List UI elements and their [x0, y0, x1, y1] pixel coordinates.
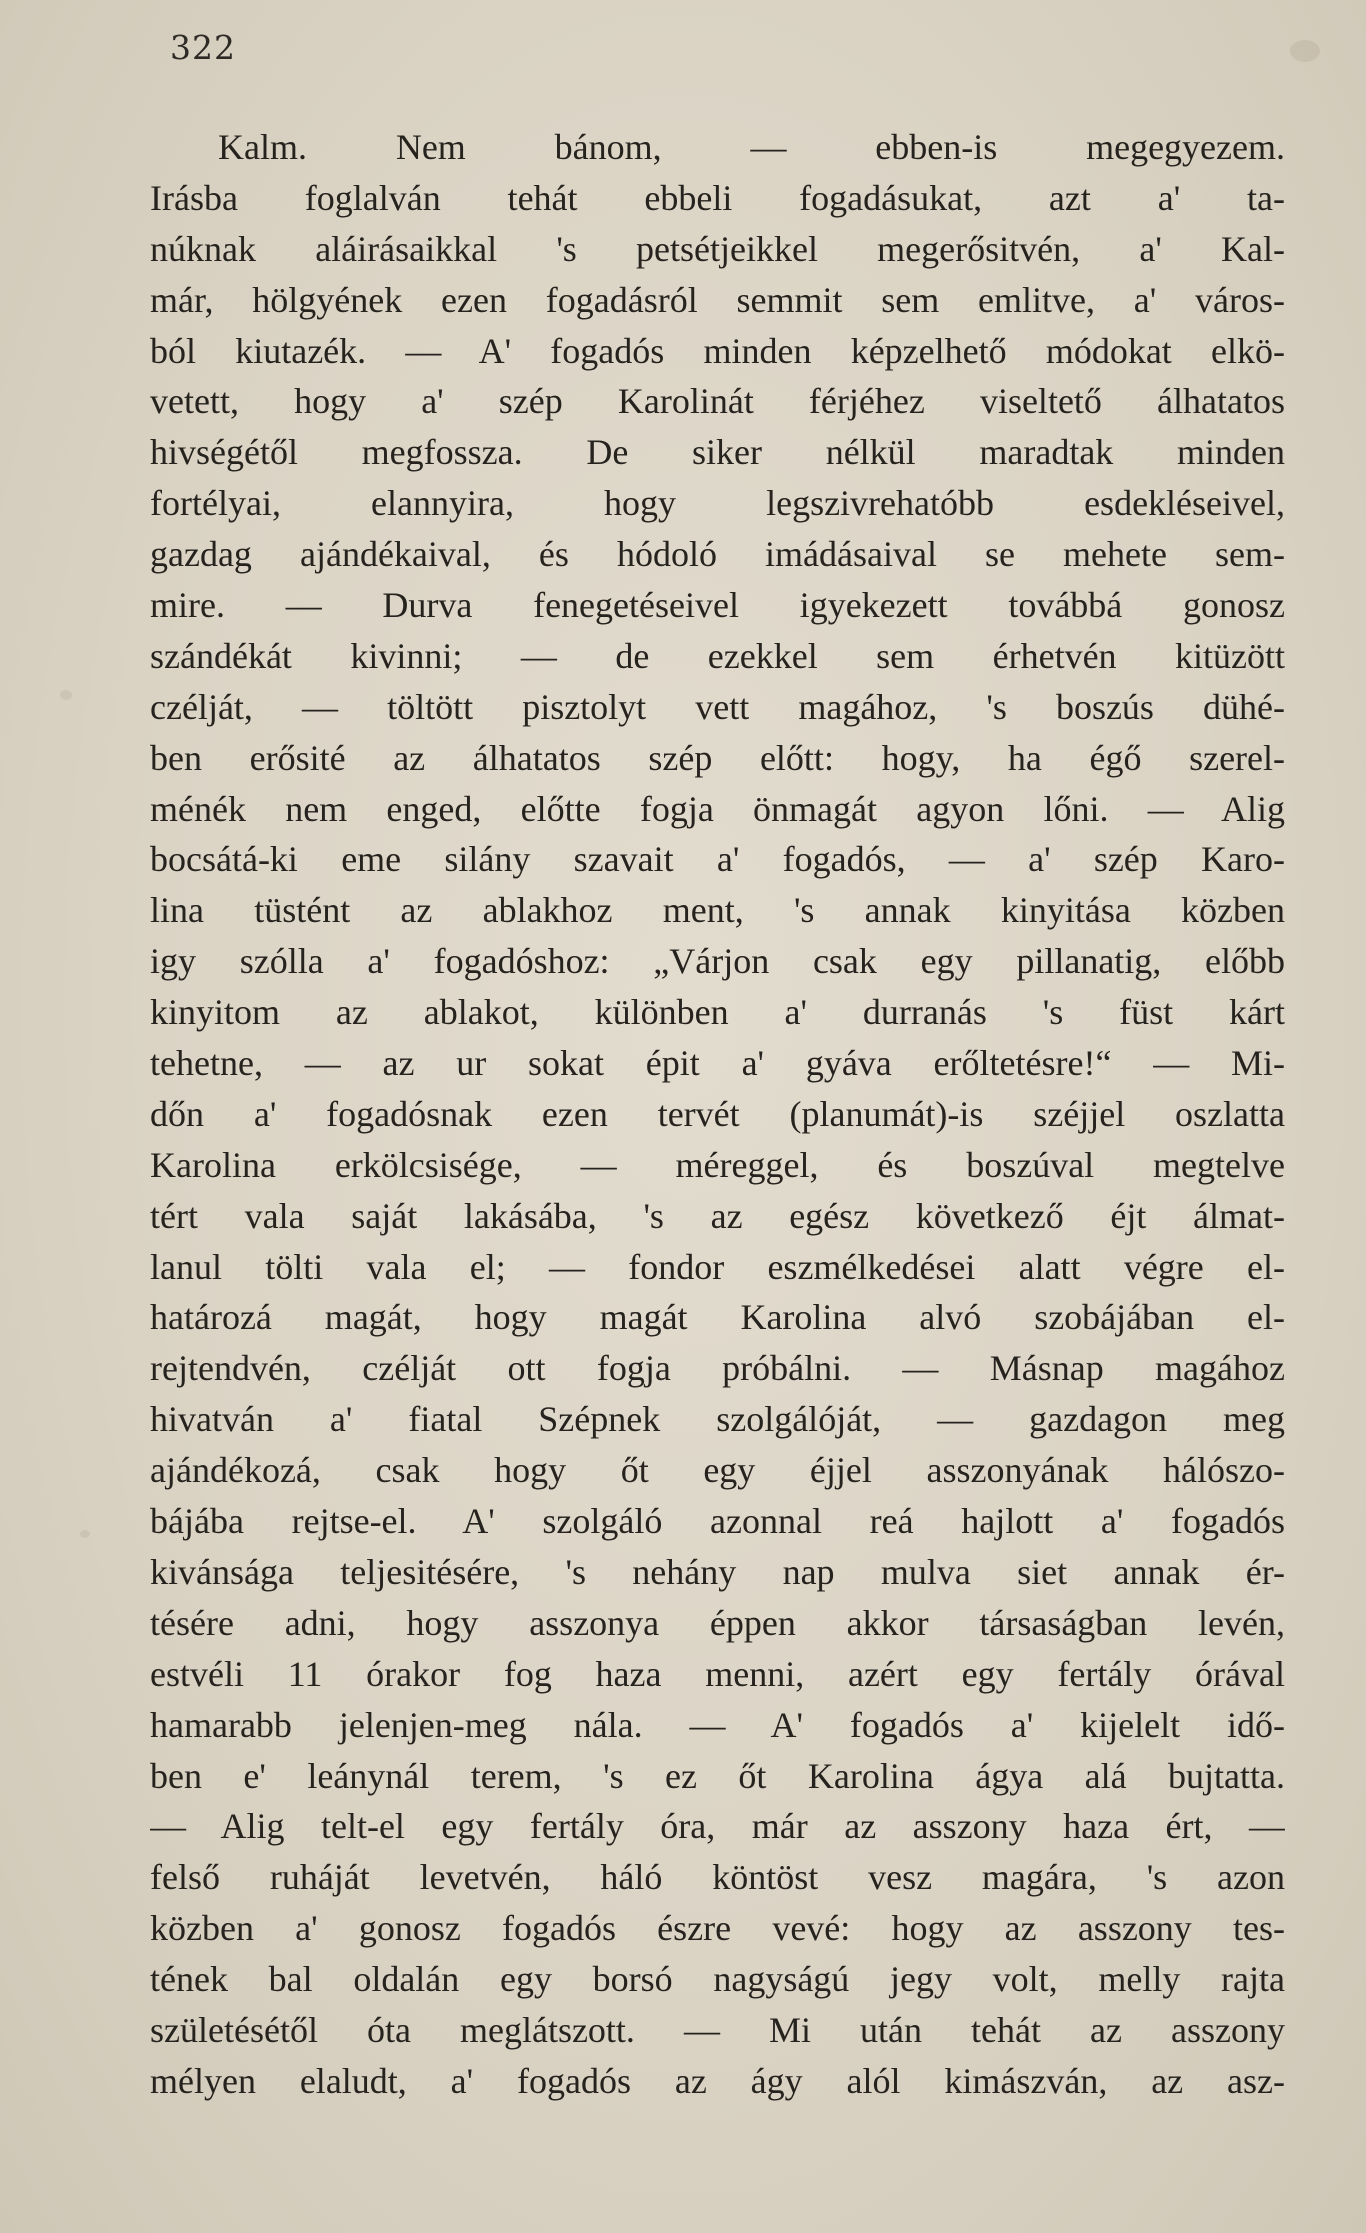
text-line: núknak aláirásaikkal 's petsétjeikkel megerősitvén, a' Kal- [150, 228, 1285, 269]
text-line: ból kiutazék. — A' fogadós minden képzelhető módokat elkö- [150, 330, 1285, 371]
text-line: mélyen elaludt, a' fogadós az ágy alól kimászván, az asz- [150, 2060, 1285, 2101]
text-line: ménék nem enged, előtte fogja önmagát agyon lőni. — Alig [150, 788, 1285, 829]
text-line: bocsátá-ki eme silány szavait a' fogadós, — a' szép Karo- [150, 839, 1285, 880]
text-line: tért vala saját lakásába, 's az egész következő éjt álmat- [150, 1195, 1285, 1236]
text-line: — Alig telt-el egy fertály óra, már az asszony haza ért, — [150, 1806, 1285, 1847]
text-line: igy szólla a' fogadóshoz: „Várjon csak egy pillanatig, előbb [150, 941, 1285, 982]
text-line: bájába rejtse-el. A' szolgáló azonnal reá hajlott a' fogadós [150, 1501, 1285, 1542]
text-line: Karolina erkölcsisége, — méreggel, és boszúval megtelve [150, 1144, 1285, 1185]
text-line: ben e' leánynál terem, 's ez őt Karolina ágya alá bujtatta. [150, 1755, 1285, 1796]
paper-stain [1290, 40, 1320, 62]
text-line: közben a' gonosz fogadós észre vevé: hogy az asszony tes- [150, 1908, 1285, 1949]
paper-stain [80, 1530, 90, 1538]
text-line: gazdag ajándékaival, és hódoló imádásaival se mehete sem- [150, 534, 1285, 575]
text-line: czélját, — töltött pisztolyt vett magához, 's boszús dühé- [150, 686, 1285, 727]
paper-stain [60, 690, 72, 700]
text-line: mire. — Durva fenegetéseivel igyekezett továbbá gonosz [150, 585, 1285, 626]
text-line: hivatván a' fiatal Szépnek szolgálóját, — gazdagon meg [150, 1399, 1285, 1440]
text-line: vetett, hogy a' szép Karolinát férjéhez viseltető álhatatos [150, 381, 1285, 422]
text-line: szándékát kivinni; — de ezekkel sem érhetvén kitüzött [150, 635, 1285, 676]
text-line: Kalm. Nem bánom, — ebben-is megegyezem. [218, 127, 1285, 167]
text-line: születésétől óta meglátszott. — Mi után tehát az asszony [150, 2009, 1285, 2050]
text-line: tehetne, — az ur sokat épit a' gyáva erőltetésre!“ — Mi- [150, 1043, 1285, 1084]
text-line: tének bal oldalán egy borsó nagyságú jegy volt, melly rajta [150, 1959, 1285, 2000]
text-line: Irásba foglalván tehát ebbeli fogadásukat, azt a' ta- [150, 177, 1285, 218]
text-line: fortélyai, elannyira, hogy legszivrehatóbb esdekléseivel, [150, 483, 1285, 524]
text-line: már, hölgyének ezen fogadásról semmit sem emlitve, a' város- [150, 279, 1285, 320]
body-text [150, 122, 1285, 2107]
text-line: hivségétől megfossza. De siker nélkül maradtak minden [150, 432, 1285, 473]
text-line: kivánsága teljesitésére, 's nehány nap mulva siet annak ér- [150, 1551, 1285, 1592]
text-line: hamarabb jelenjen-meg nála. — A' fogadós a' kijelelt idő- [150, 1704, 1285, 1745]
text-line: dőn a' fogadósnak ezen tervét (planumát)-is széjjel oszlatta [150, 1093, 1285, 1134]
text-line: kinyitom az ablakot, különben a' durranás 's füst kárt [150, 992, 1285, 1033]
text-line: lina tüstént az ablakhoz ment, 's annak kinyitása közben [150, 890, 1285, 931]
text-line: határozá magát, hogy magát Karolina alvó szobájában el- [150, 1297, 1285, 1338]
page-number: 322 [170, 28, 236, 67]
text-line: lanul tölti vala el; — fondor eszmélkedései alatt végre el- [150, 1246, 1285, 1287]
text-line: felső ruháját levetvén, háló köntöst vesz magára, 's azon [150, 1857, 1285, 1898]
text-line: tésére adni, hogy asszonya éppen akkor társaságban levén, [150, 1602, 1285, 1643]
text-line: ben erősité az álhatatos szép előtt: hogy, ha égő szerel- [150, 737, 1285, 778]
text-line: rejtendvén, czélját ott fogja próbálni. — Másnap magához [150, 1348, 1285, 1389]
text-line: estvéli 11 órakor fog haza menni, azért egy fertály órával [150, 1653, 1285, 1694]
text-line: ajándékozá, csak hogy őt egy éjjel asszonyának hálószo- [150, 1450, 1285, 1491]
